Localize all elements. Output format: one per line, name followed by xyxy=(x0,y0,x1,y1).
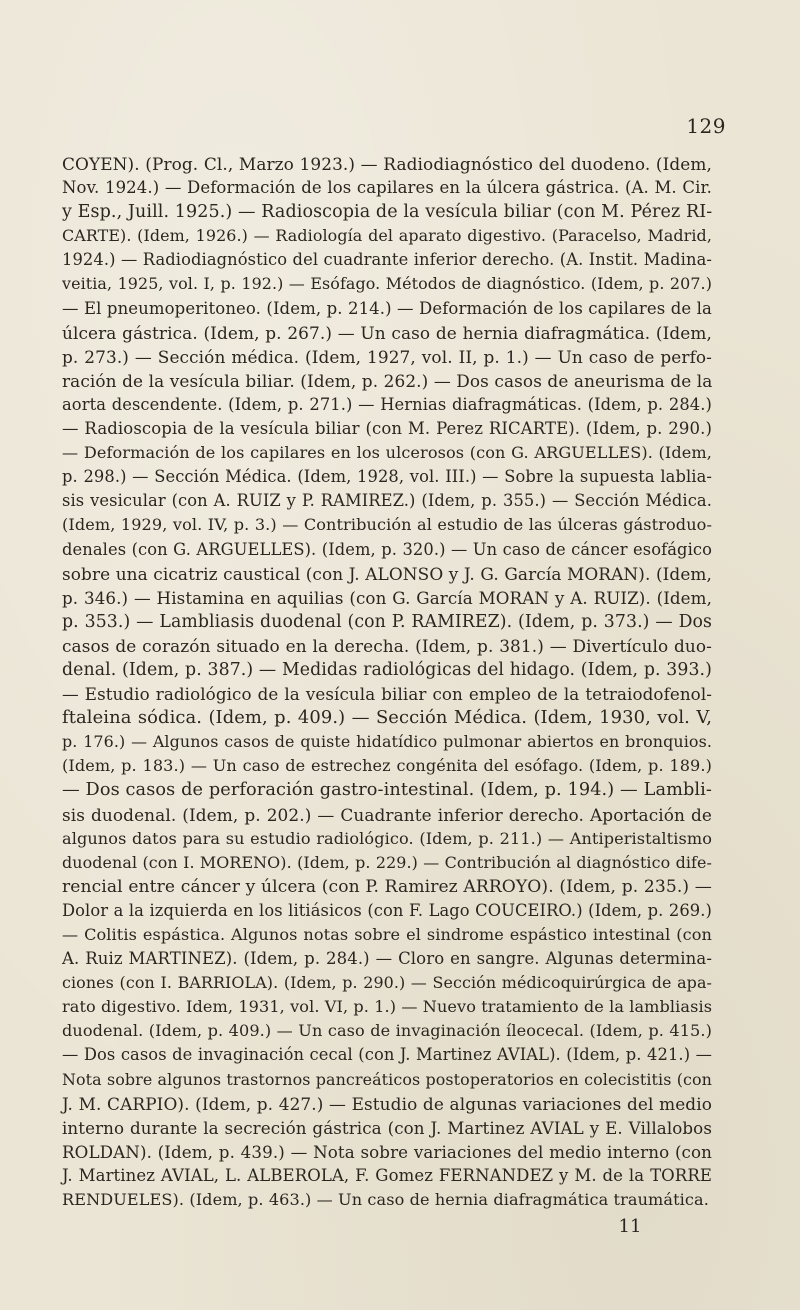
text-line: duodenal. (Idem, p. 409.) — Un caso de invaginación íleocecal. (Idem, p. 415.) xyxy=(62,1021,712,1041)
text-line: veitia, 1925, vol. I, p. 192.) — Esófago. Métodos de diagnóstico. (Idem, p. 207.) xyxy=(62,274,712,294)
text-line: A. Ruiz MARTINEZ). (Idem, p. 284.) — Cloro en sangre. Algunas determina- xyxy=(62,949,712,969)
text-line: — Deformación de los capilares en los ulcerosos (con G. ARGUELLES). (Idem, xyxy=(62,443,712,463)
text-line: J. Martinez AVIAL, L. ALBEROLA, F. Gomez FERNANDEZ y M. de la TORRE xyxy=(62,1165,712,1185)
text-line: rato digestivo. Idem, 1931, vol. VI, p. 1.) — Nuevo tratamiento de la lambliasis xyxy=(62,997,713,1017)
text-line: (Idem, 1929, vol. IV, p. 3.) — Contribución al estudio de las úlceras gástroduo- xyxy=(62,515,712,535)
text-line: duodenal (con I. MORENO). (Idem, p. 229.) — Contribución al diagnóstico dife- xyxy=(62,852,712,872)
text-line: — El pneumoperitoneo. (Idem, p. 214.) — Deformación de los capilares de la xyxy=(62,298,712,318)
text-line: p. 298.) — Sección Médica. (Idem, 1928, vol. III.) — Sobre la supuesta lablia- xyxy=(62,467,712,487)
text-line: p. 176.) — Algunos casos de quiste hidatídico pulmonar abiertos en bronquios. xyxy=(62,732,712,752)
text-line: (Idem, p. 183.) — Un caso de estrechez congénita del esófago. (Idem, p. 189.) xyxy=(62,756,712,776)
text-line: CARTE). (Idem, 1926.) — Radiología del aparato digestivo. (Paracelso, Madrid, xyxy=(62,226,712,246)
text-line: ROLDAN). (Idem, p. 439.) — Nota sobre variaciones del medio interno (con xyxy=(62,1141,712,1162)
text-line: algunos datos para su estudio radiológico. (Idem, p. 211.) — Antiperistaltismo xyxy=(62,828,712,848)
text-line: — Radioscopia de la vesícula biliar (con M. Perez RICARTE). (Idem, p. 290.) xyxy=(62,419,712,439)
text-line: Nota sobre algunos trastornos pancreáticos postoperatorios en colecistitis (con xyxy=(62,1069,712,1089)
text-line: ciones (con I. BARRIOLA). (Idem, p. 290.) — Sección médicoquirúrgica de apa- xyxy=(62,973,712,993)
text-line: ftaleina sódica. (Idem, p. 409.) — Sección Médica. (Idem, 1930, vol. V, xyxy=(62,707,712,729)
text-line: rencial entre cáncer y úlcera (con P. Ramirez ARROYO). (Idem, p. 235.) — xyxy=(62,876,712,897)
text-line: interno durante la secreción gástrica (con J. Martinez AVIAL y E. Villalobos xyxy=(62,1117,712,1138)
text-line: RENDUELES). (Idem, p. 463.) — Un caso de hernia diafragmática traumática. xyxy=(62,1190,709,1210)
text-line: — Colitis espástica. Algunos notas sobre el sindrome espástico intestinal (con xyxy=(62,925,712,944)
text-line: úlcera gástrica. (Idem, p. 267.) — Un caso de hernia diafragmática. (Idem, xyxy=(62,322,712,343)
text-line: p. 353.) — Lambliasis duodenal (con P. RAMIREZ). (Idem, p. 373.) — Dos xyxy=(62,611,712,632)
page-number: 129 xyxy=(686,114,726,138)
text-line: J. M. CARPIO). (Idem, p. 427.) — Estudio de algunas variaciones del medio xyxy=(62,1093,712,1114)
text-line: — Dos casos de perforación gastro-intestinal. (Idem, p. 194.) — Lambli- xyxy=(62,780,712,801)
text-line: ración de la vesícula biliar. (Idem, p. 262.) — Dos casos de aneurisma de la xyxy=(62,370,713,391)
signature-mark: 11 xyxy=(618,1216,642,1237)
text-line: 1924.) — Radiodiagnóstico del cuadrante inferior derecho. (A. Instit. Madina- xyxy=(62,250,712,270)
text-line: sobre una cicatriz caustical (con J. ALONSO y J. G. García MORAN). (Idem, xyxy=(62,563,712,584)
text-line: — Estudio radiológico de la vesícula biliar con empleo de la tetraiodofenol- xyxy=(62,684,712,705)
text-line: p. 273.) — Sección médica. (Idem, 1927, vol. II, p. 1.) — Un caso de perfo- xyxy=(62,346,712,367)
text-line: denal. (Idem, p. 387.) — Medidas radiológicas del hidago. (Idem, p. 393.) xyxy=(62,659,712,680)
text-line: Dolor a la izquierda en los litiásicos (con F. Lago COUCEIRO.) (Idem, p. 269.) xyxy=(62,900,712,920)
text-line: casos de corazón situado en la derecha. (Idem, p. 381.) — Divertículo duo- xyxy=(62,635,712,656)
text-line: sis duodenal. (Idem, p. 202.) — Cuadrante inferior derecho. Aportación de xyxy=(62,804,712,825)
text-line: denales (con G. ARGUELLES). (Idem, p. 320.) — Un caso de cáncer esofágico xyxy=(62,539,712,559)
text-line: y Esp., Juill. 1925.) — Radioscopia de la vesícula biliar (con M. Pérez RI- xyxy=(62,202,713,223)
text-line: p. 346.) — Histamina en aquilias (con G. García MORAN y A. RUIZ). (Idem, xyxy=(62,587,712,608)
text-line: sis vesicular (con A. RUIZ y P. RAMIREZ.) (Idem, p. 355.) — Sección Médica. xyxy=(62,491,712,511)
text-line: — Dos casos de invaginación cecal (con J. Martinez AVIAL). (Idem, p. 421.) — xyxy=(62,1045,712,1065)
text-line: aorta descendente. (Idem, p. 271.) — Hernias diafragmáticas. (Idem, p. 284.) xyxy=(62,394,712,414)
bibliography-text xyxy=(62,152,712,1212)
text-line: Nov. 1924.) — Deformación de los capilares en la úlcera gástrica. (A. M. Cir. xyxy=(62,178,712,198)
text-line: COYEN). (Prog. Cl., Marzo 1923.) — Radiodiagnóstico del duodeno. (Idem, xyxy=(62,154,712,174)
